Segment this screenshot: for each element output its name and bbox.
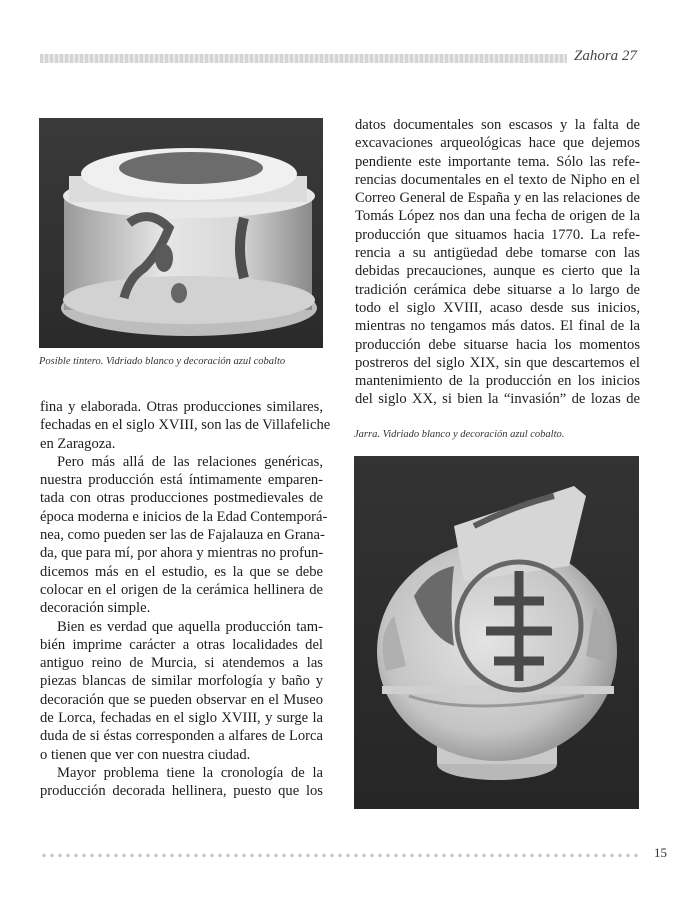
page-number: 15 <box>654 845 667 860</box>
jug-photo <box>354 456 639 809</box>
text-line: de Lorca, fechadas en el siglo XVIII, y surge la <box>40 710 323 727</box>
text-line: producción debe situarse hacia los momentos <box>355 336 640 353</box>
text-line: producción decorada hellinera, puesto que los <box>40 783 323 800</box>
jug-caption: Jarra. Vidriado blanco y decoración azul cobalto. <box>354 429 565 440</box>
text-line: o tienen que ver con nuestra ciudad. <box>40 746 251 763</box>
text-line: época moderna e inicios de la Edad Contemporá- <box>40 508 328 525</box>
text-line: todo el siglo XVIII, acaso desde sus inicios, <box>355 299 640 316</box>
text-line: producción que situamos hacia 1770. La refe- <box>355 226 640 243</box>
text-line: bién imprime carácter a otras localidades del <box>40 636 323 653</box>
text-line: da, que para mí, por ahora y mientras no profun- <box>40 545 324 562</box>
text-line: nea, como pueden ser las de Fajalauza en Grana- <box>40 527 325 544</box>
text-line: colocar en el origen de la cerámica hellinera de <box>40 581 323 598</box>
text-line: del siglo XX, si bien la “invasión” de lozas de <box>355 391 640 408</box>
text-line: tada con otras producciones postmedievales de <box>40 490 323 507</box>
text-line: fina y elaborada. Otras producciones similares, <box>40 399 323 415</box>
text-line: fechadas en el siglo XVIII, son las de Villafeliche <box>40 417 331 434</box>
text-line: antiguo reino de Murcia, si atendemos a las <box>40 655 323 672</box>
right-text-column <box>355 116 640 409</box>
text-line: en Zaragoza. <box>40 435 116 452</box>
text-line: nuestra producción está íntimamente emparen- <box>40 472 323 489</box>
text-line: mantenimiento de la producción en los inicios <box>355 373 640 390</box>
text-line: Mayor problema tiene la cronología de la <box>57 764 323 781</box>
text-line: debidas precauciones, aunque es cierto que la <box>355 263 640 280</box>
text-line: Bien es verdad que aquella producción tam- <box>57 618 323 635</box>
text-line: Correo General de España y en las relaciones de <box>355 190 640 207</box>
text-line: dicemos más en el estudio, es la que se debe <box>40 563 323 580</box>
text-line: pendiente este importante tema. Sólo las refe- <box>355 153 640 170</box>
inkwell-caption: Posible tintero. Vidriado blanco y decoración azul cobalto <box>39 356 286 367</box>
inkwell-photo <box>39 118 323 348</box>
header-rule <box>40 54 567 63</box>
text-line: tradición cerámica debe situarse a lo largo de <box>355 281 640 298</box>
text-line: piezas blancas de similar morfología y baño y <box>40 673 323 690</box>
text-line: rencias documentales en el texto de Nipho en el <box>355 171 640 188</box>
text-line: duda de si éstas corresponden a alfares de Lorca <box>40 728 323 745</box>
text-line: excavaciones arqueológicas hace que dejemos <box>355 135 640 152</box>
text-line: datos documentales son escasos y la falta de <box>355 117 640 133</box>
footer-rule <box>40 853 640 858</box>
running-head: Zahora 27 <box>574 48 637 64</box>
text-line: Tomás López nos dan una fecha de origen de la <box>355 208 640 225</box>
text-line: rencia a su antigüedad debe tomarse con las <box>355 245 640 262</box>
text-line: mientras no tengamos más datos. El final de la <box>355 318 640 335</box>
text-line: Pero más allá de las relaciones genéricas, <box>57 453 323 470</box>
text-line: decoración simple. <box>40 600 151 617</box>
text-line: decoración que se pueden observar en el Museo <box>40 691 323 708</box>
text-line: postreros del siglo XIX, sin que descartemos el <box>355 354 640 371</box>
left-text-column <box>40 398 331 801</box>
